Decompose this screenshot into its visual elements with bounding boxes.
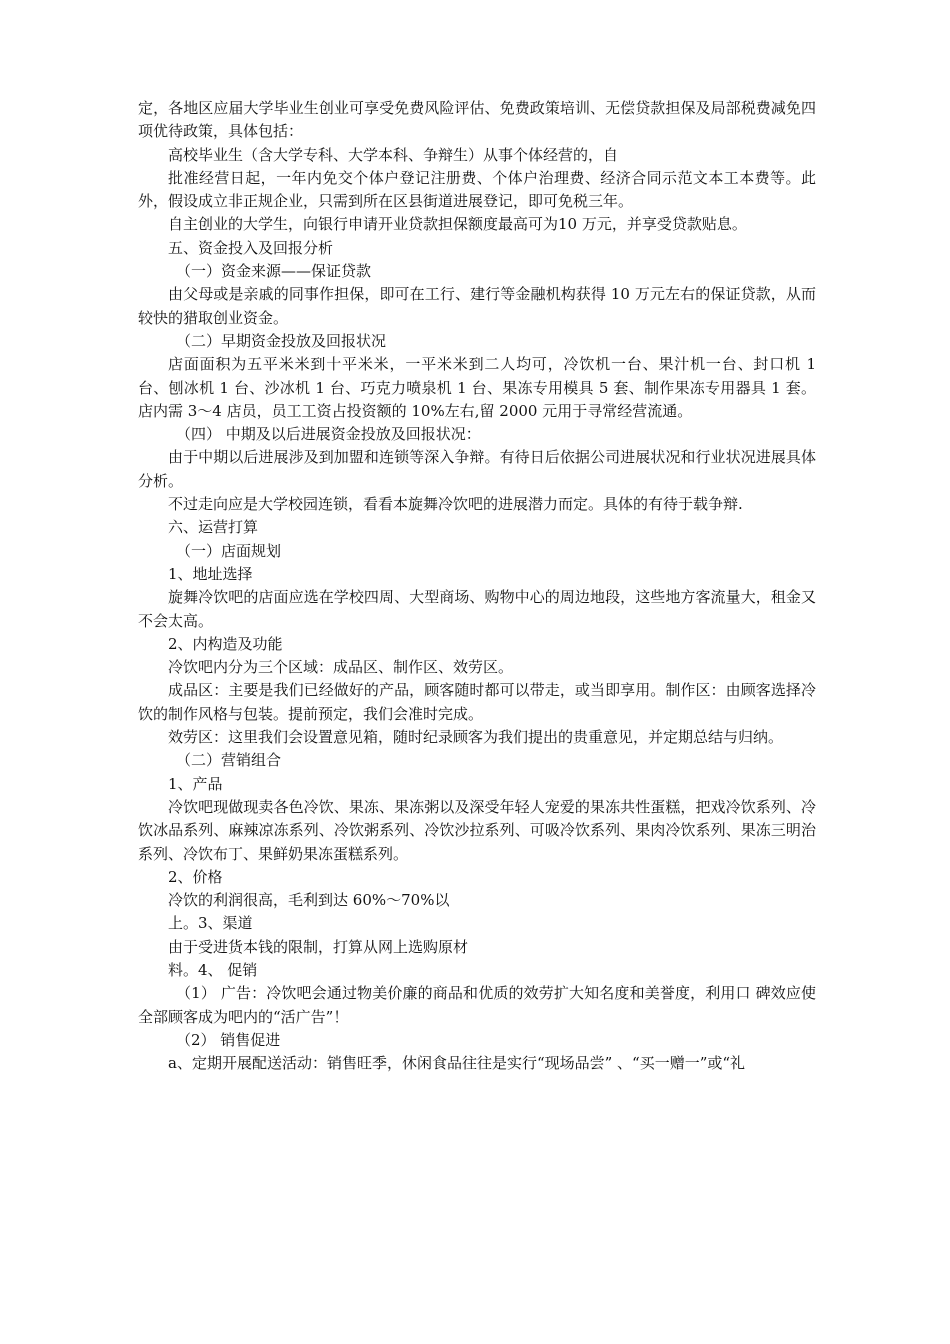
item-heading: 1、产品 xyxy=(168,774,223,793)
paragraph: 料。4、 促销 xyxy=(168,960,258,979)
paragraph: 由于中期以后进展涉及到加盟和连锁等深入争辩。有待日后依据公司进展状况和行业状况进展具体分析。 xyxy=(138,448,816,490)
paragraph: 不过走向应是大学校园连锁，看看本旋舞冷饮吧的进展潜力而定。具体的有待于载争辩. xyxy=(168,495,743,514)
paragraph: 成品区：主要是我们已经做好的产品，顾客随时都可以带走，或当即享用。制作区：由顾客选择冷饮的制作风格与包装。提前预定，我们会准时完成。 xyxy=(138,681,816,723)
subsection-heading: （一）资金来源——保证贷款 xyxy=(176,262,372,281)
section-heading: 五、资金投入及回报分析 xyxy=(168,238,334,257)
item-heading: 2、价格 xyxy=(168,867,223,886)
document-page xyxy=(138,97,816,1075)
section-heading: 六、运营打算 xyxy=(168,518,259,537)
paragraph: 冷饮吧内分为三个区域：成品区、制作区、效劳区。 xyxy=(168,658,514,677)
paragraph: 冷饮吧现做现卖各色冷饮、果冻、果冻粥以及深受年轻人宠爱的果冻共性蛋糕，把戏冷饮系列、冷饮冰品系列、麻辣凉冻系列、冷饮粥系列、冷饮沙拉系列、可吸冷饮系列、果肉冷饮系列、果冻三明治系列、冷饮布丁、果鲜奶果冻蛋糕系列。 xyxy=(138,797,816,863)
paragraph: 由父母或是亲戚的同事作担保，即可在工行、建行等金融机构获得 10 万元左右的保证贷款，从而较快的猎取创业资金。 xyxy=(138,285,816,327)
item-heading: （2） 销售促进 xyxy=(176,1030,281,1049)
paragraph: 店面面积为五平米米到十平米米，一平米米到二人均可，冷饮机一台、果汁机一台、封口机 1 台、刨冰机 1 台、沙冰机 1 台、巧克力喷泉机 1 台、果冻专用模具 5 套、制作果冻专用器具 1 套。店内需 3～4 店员，员工工资占投资额的 10%左右,留 2000 元用于寻常经营流通。 xyxy=(138,355,816,420)
paragraph: 效劳区：这里我们会设置意见箱，随时纪录顾客为我们提出的贵重意见，并定期总结与归纳。 xyxy=(168,728,784,747)
paragraph: 上。3、渠道 xyxy=(168,914,253,933)
subsection-heading: （二）营销组合 xyxy=(176,751,282,770)
item-heading: 1、地址选择 xyxy=(168,564,253,583)
subsection-heading: （四） 中期及以后进展资金投放及回报状况： xyxy=(176,425,481,444)
item-heading: 2、内构造及功能 xyxy=(168,634,283,653)
paragraph: 高校毕业生（含大学专科、大学本科、争辩生）从事个体经营的，自 xyxy=(168,145,619,164)
paragraph: 冷饮的利润很高，毛利到达 60%～70%以 xyxy=(168,891,450,910)
paragraph: 旋舞冷饮吧的店面应选在学校四周、大型商场、购物中心的周边地段，这些地方客流量大，租金又不会太高。 xyxy=(138,588,816,630)
paragraph: （1） 广告：冷饮吧会通过物美价廉的商品和优质的效劳扩大知名度和美誉度，利用口 碑效应使全部顾客成为吧内的“活广告”！ xyxy=(138,984,816,1026)
paragraph: 批准经营日起，一年内免交个体户登记注册费、个体户治理费、经济合同示范文本工本费等。此外，假设成立非正规企业，只需到所在区县街道进展登记，即可免税三年。 xyxy=(138,168,816,211)
subsection-heading: （一）店面规划 xyxy=(176,541,282,560)
subsection-heading: （二）早期资金投放及回报状况 xyxy=(176,331,387,350)
paragraph: 自主创业的大学生，向银行申请开业贷款担保额度最高可为10 万元，并享受贷款贴息。 xyxy=(168,215,747,234)
paragraph: a、定期开展配送活动：销售旺季，休闲食品往往是实行“现场品尝” 、“买一赠一”或“礼 xyxy=(168,1054,746,1073)
paragraph: 由于受进货本钱的限制，打算从网上选购原材 xyxy=(168,937,469,956)
paragraph: 定，各地区应届大学毕业生创业可享受免费风险评估、免费政策培训、无偿贷款担保及局部税费减免四项优待政策，具体包括： xyxy=(138,99,816,141)
